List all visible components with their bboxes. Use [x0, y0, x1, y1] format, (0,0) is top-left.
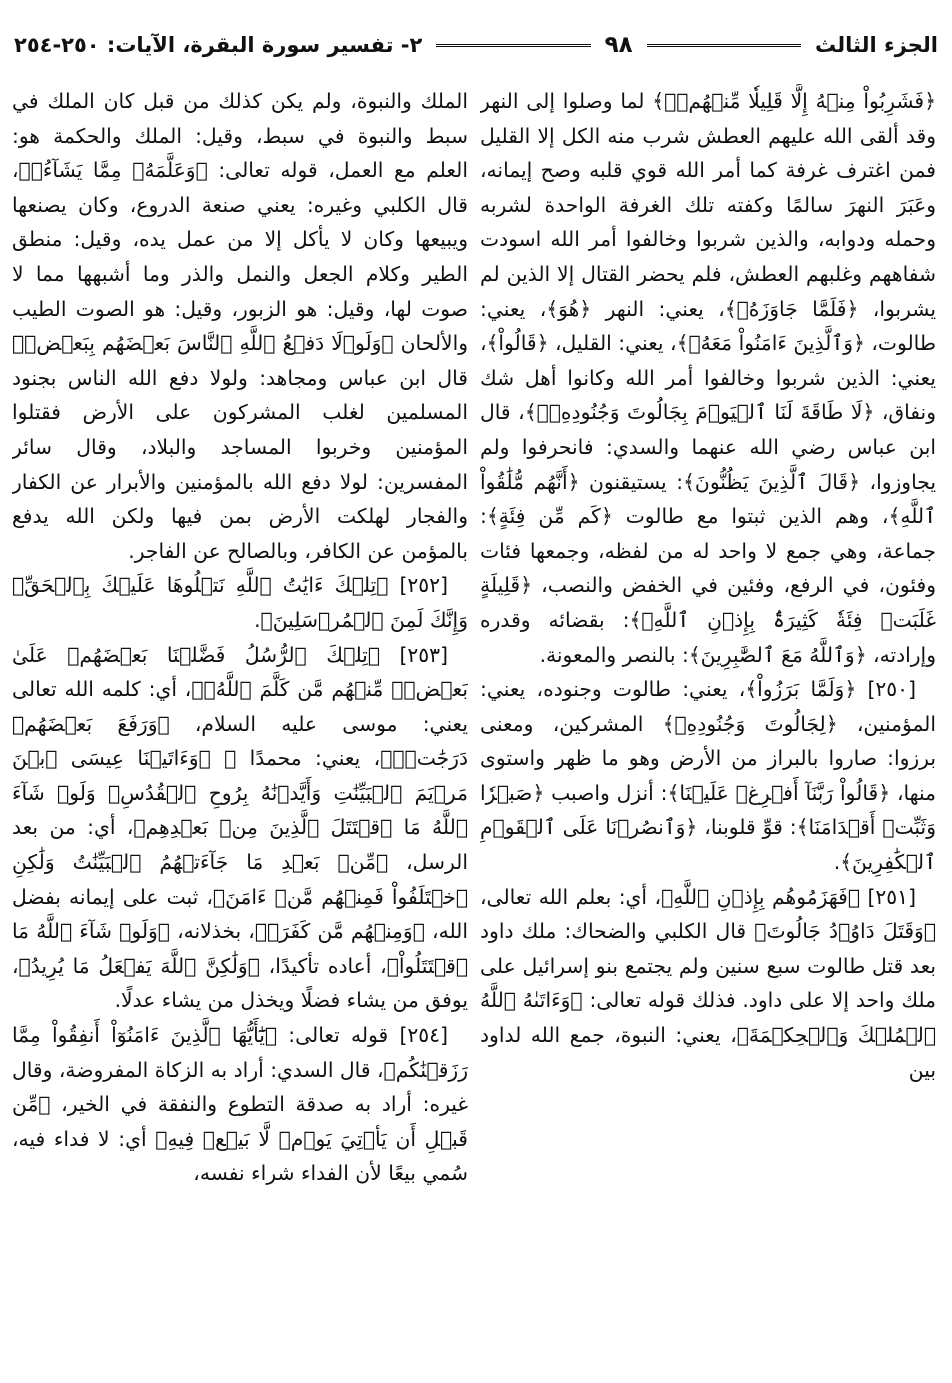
- page-number: ٩٨: [604, 32, 633, 58]
- section-title: ٢- تفسير سورة البقرة، الآيات: ٢٥٠-٢٥٤: [14, 33, 423, 57]
- header-rule-left: [436, 44, 590, 47]
- page-header: [14, 26, 938, 64]
- right-column: [480, 84, 936, 1376]
- paragraph-verse-251: [٢٥١] ﴿فَهَزَمُوهُم بِإِذۡنِ ٱللَّهِ﴾، أي: بعلم الله تعالى، ﴿وَقَتَلَ دَاوُۥدُ جَالُوتَ﴾ قال الكلبي والضحاك: ملك داود بعد قتل طالوت سبع سنين ولم يجتمع بنو إسرائيل على ملك واحد إلا على داود. فذلك قوله تعالى: ﴿وَءَاتَىٰهُ ٱللَّهُ ٱلۡمُلۡكَ وَٱلۡحِكۡمَةَ﴾، يعني: النبوة، جمع الله لداود بين: [480, 884, 936, 1082]
- header-rule-right: [647, 44, 801, 47]
- paragraph-verse-254: [٢٥٤] قوله تعالى: ﴿يَٰٓأَيُّهَا ٱلَّذِينَ ءَامَنُوٓاْ أَنفِقُواْ مِمَّا رَزَقۡنَٰكُم﴾، قال السدي: أراد به الزكاة المفروضة، وقال غيره: أراد به صدقة التطوع والنفقة في الخير، ﴿مِّن قَبۡلِ أَن يَأۡتِيَ يَوۡمٞ لَّا بَيۡعٞ فِيهِ﴾ أي: لا فداء فيه، سُمي بيعًا لأن الفداء شراء نفسه،: [12, 1023, 468, 1186]
- paragraph-verse-253: [٢٥٣] ﴿تِلۡكَ ٱلرُّسُلُ فَضَّلۡنَا بَعۡضَهُمۡ عَلَىٰ بَعۡضٖۘ مِّنۡهُم مَّن كَلَّمَ ٱللَّهُۖ﴾، أي: كلمه الله تعالى يعني: موسى عليه السلام، ﴿وَرَفَعَ بَعۡضَهُمۡ دَرَجَٰتٖۚ﴾، يعني: محمدًا ﷺ ﴿وَءَاتَيۡنَا عِيسَى ٱبۡنَ مَرۡيَمَ ٱلۡبَيِّنَٰتِ وَأَيَّدۡنَٰهُ بِرُوحِ ٱلۡقُدُسِۗ وَلَوۡ شَآءَ ٱللَّهُ مَا ٱقۡتَتَلَ ٱلَّذِينَ مِنۢ بَعۡدِهِم﴾، أي: من بعد الرسل، ﴿مِّنۢ بَعۡدِ مَا جَآءَتۡهُمُ ٱلۡبَيِّنَٰتُ وَلَٰكِنِ ٱخۡتَلَفُواْ فَمِنۡهُم مَّنۡ ءَامَنَ﴾، ثبت على إيمانه بفضل الله، ﴿وَمِنۡهُم مَّن كَفَرَۚ﴾، بخذلانه، ﴿وَلَوۡ شَآءَ ٱللَّهُ مَا ٱقۡتَتَلُواْ﴾، أعاده تأكيدًا، ﴿وَلَٰكِنَّ ٱللَّهَ يَفۡعَلُ مَا يُرِيدُ﴾، يوفق من يشاء فضلًا ويخذل من يشاء عدلًا.: [12, 642, 468, 1013]
- left-column: [12, 84, 468, 1376]
- paragraph-verse-250: [٢٥٠] ﴿وَلَمَّا بَرَزُواْ﴾، يعني: طالوت وجنوده، يعني: المؤمنين، ﴿لِجَالُوتَ وَجُنُودِهِۦ﴾ المشركين، ومعنى برزوا: صاروا بالبراز من الأرض وهو ما ظهر واستوى منها، ﴿قَالُواْ رَبَّنَآ أَفۡرِغۡ عَلَيۡنَا﴾: أنزل واصبب ﴿صَبۡرٗا وَثَبِّتۡ أَقۡدَامَنَا﴾: قوِّ قلوبنا، ﴿وَٱنصُرۡنَا عَلَى ٱلۡقَوۡمِ ٱلۡكَٰفِرِينَ﴾.: [480, 677, 936, 875]
- paragraph: الملك والنبوة، ولم يكن كذلك من قبل كان الملك في سبط والنبوة في سبط، وقيل: الملك والحكمة هو: العلم مع العمل، قوله تعالى: ﴿وَعَلَّمَهُۥ مِمَّا يَشَآءُۗ﴾، قال الكلبي وغيره: يعني صنعة الدروع، وكان يصنعها ويبيعها وكان لا يأكل إلا من عمل يده، وقيل: منطق الطير وكلام الجعل والنمل والذر وما أشبهها مما لا صوت لها، وقيل: هو الزبور، وقيل: هو الصوت الطيب والألحان ﴿وَلَوۡلَا دَفۡعُ ٱللَّهِ ٱلنَّاسَ بَعۡضَهُم بِبَعۡضٖ﴾ قال ابن عباس ومجاهد: ولولا دفع الله الناس بجنود المسلمين لغلب المشركون على الأرض فقتلوا المؤمنين وخربوا المساجد والبلاد، وقال سائر المفسرين: لولا دفع الله بالمؤمنين والأبرار عن الكفار والفجار لهلكت الأرض بمن فيها ولكن الله يدفع بالمؤمن عن الكافر، وبالصالح عن الفاجر.: [12, 89, 468, 563]
- part-label: الجزء الثالث: [815, 33, 938, 57]
- paragraph: ﴿فَشَرِبُواْ مِنۡهُ إِلَّا قَلِيلٗا مِّنۡهُمۡۚ﴾ لما وصلوا إلى النهر وقد ألقى الله عليهم العطش شرب منه الكل إلا القليل فمن اغترف غرفة كما أمر الله قوي قلبه وصح إيمانه، وعَبَرَ النهرَ سالمًا وكفته تلك الغرفة الواحدة لشربه وحمله ودوابه، والذين شربوا وخالفوا أمر الله اسودت شفاههم وغلبهم العطش، فلم يحضر القتال إلا الذين لم يشربوا، ﴿فَلَمَّا جَاوَزَهُۥ﴾، يعني: النهر ﴿هُوَ﴾، يعني: طالوت، ﴿وَٱلَّذِينَ ءَامَنُواْ مَعَهُۥ﴾، يعني: القليل، ﴿قَالُواْ﴾، يعني: الذين شربوا وخالفوا أمر الله وكانوا أهل شك ونفاق، ﴿لَا طَاقَةَ لَنَا ٱلۡيَوۡمَ بِجَالُوتَ وَجُنُودِهِۦۚ﴾، قال ابن عباس رضي الله عنهما والسدي: فانحرفوا ولم يجاوزوا، ﴿قَالَ ٱلَّذِينَ يَظُنُّونَ﴾: يستيقنون ﴿أَنَّهُم مُّلَٰقُواْ ٱللَّهِ﴾، وهم الذين ثبتوا مع طالوت ﴿كَم مِّن فِئَةٍ﴾: جماعة، وهي جمع لا واحد له من لفظه، وجمعها فئات وفئون، في الرفع، وفئين في الخفض والنصب، ﴿قَلِيلَةٍ غَلَبَتۡ فِئَةٗ كَثِيرَةَۢ بِإِذۡنِ ٱللَّهِۗ﴾: بقضائه وقدره وإرادته، ﴿وَٱللَّهُ مَعَ ٱلصَّٰبِرِينَ﴾: بالنصر والمعونة.: [480, 89, 936, 667]
- paragraph-verse-252: [٢٥٢] ﴿تِلۡكَ ءَايَٰتُ ٱللَّهِ نَتۡلُوهَا عَلَيۡكَ بِٱلۡحَقِّۚ وَإِنَّكَ لَمِنَ ٱلۡمُرۡسَلِينَ﴾.: [12, 573, 468, 632]
